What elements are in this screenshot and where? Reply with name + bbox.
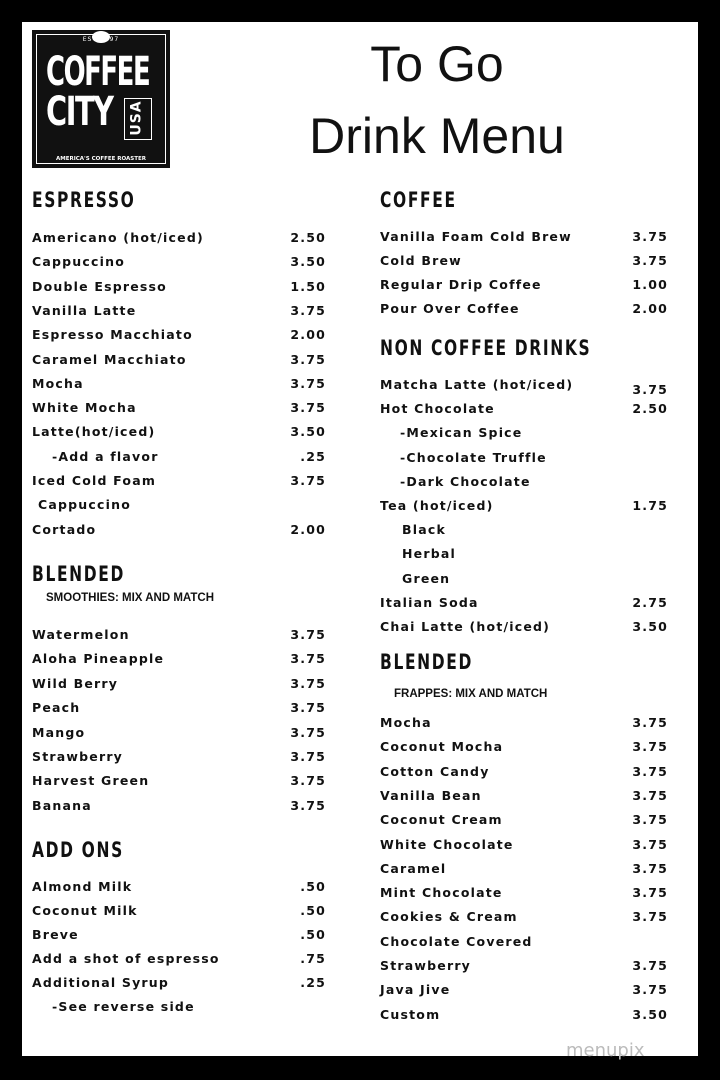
menu-item xyxy=(32,351,326,369)
item-price: 3.75 xyxy=(290,400,326,416)
item-price: 3.75 xyxy=(632,739,668,755)
item-name: Espresso Macchiato xyxy=(32,327,193,343)
menu-item xyxy=(32,650,326,668)
item-price: 1.00 xyxy=(632,277,668,292)
item-name: Vanilla Latte xyxy=(32,302,137,318)
item-name: Vanilla Bean xyxy=(380,787,482,803)
item-price: 3.50 xyxy=(632,619,668,634)
item-price: 3.75 xyxy=(632,836,668,852)
item-price: 3.75 xyxy=(290,773,326,789)
item-price: 3.75 xyxy=(290,627,326,642)
item-name: Regular Drip Coffee xyxy=(380,277,542,292)
item-price: 2.50 xyxy=(632,401,668,417)
item-price: 3.75 xyxy=(290,675,326,691)
item-price: 3.75 xyxy=(290,473,326,488)
item-price: 3.75 xyxy=(632,787,668,803)
menu-item xyxy=(380,400,668,418)
logo-usa-box xyxy=(124,98,152,140)
item-name: Mango xyxy=(32,724,86,740)
item-name: Green xyxy=(402,570,451,586)
menu-item xyxy=(380,228,668,246)
item-name: Breve xyxy=(32,927,79,942)
menu-item xyxy=(32,302,326,320)
item-name: Custom xyxy=(380,1006,441,1022)
menu-item xyxy=(32,229,326,247)
logo-est: EST 1997 xyxy=(82,36,120,43)
item-price: 3.50 xyxy=(290,424,326,440)
item-price: 3.75 xyxy=(632,860,668,876)
menu-item xyxy=(32,423,326,441)
item-name: Banana xyxy=(32,797,92,813)
menu-item xyxy=(380,787,668,805)
item-name: Cold Brew xyxy=(380,253,462,268)
menu-item xyxy=(380,1006,668,1024)
item-name: Cortado xyxy=(32,521,97,537)
item-name: White Chocolate xyxy=(380,836,514,852)
menu-item xyxy=(380,908,668,926)
item-price: 3.75 xyxy=(290,797,326,813)
menu-item xyxy=(380,957,668,975)
item-price: 3.75 xyxy=(632,958,668,973)
item-price: 3.75 xyxy=(290,302,326,318)
item-name: Pour Over Coffee xyxy=(380,301,520,316)
item-price: .25 xyxy=(300,448,326,464)
menu-item xyxy=(32,772,326,790)
coffee-heading: COFFEE xyxy=(380,188,457,212)
item-name: Herbal xyxy=(402,546,456,562)
title-line-1: To Go xyxy=(370,36,504,92)
item-price: 3.75 xyxy=(632,982,668,998)
item-name: Caramel Macchiato xyxy=(32,351,187,367)
item-name: Coconut Cream xyxy=(380,812,503,828)
coffee-city-logo xyxy=(32,30,170,168)
item-price: 3.75 xyxy=(632,382,668,397)
title-line-2: Drink Menu xyxy=(309,108,565,164)
menu-item xyxy=(32,375,326,393)
menu-item xyxy=(32,521,326,539)
menu-item xyxy=(32,472,326,490)
menu-item xyxy=(380,497,668,515)
item-name: Additional Syrup xyxy=(32,975,170,990)
item-price: .50 xyxy=(300,927,326,942)
item-name: Strawberry xyxy=(32,749,124,764)
item-price: .50 xyxy=(300,879,326,894)
item-price: 3.75 xyxy=(290,651,326,667)
item-name: Almond Milk xyxy=(32,879,133,894)
menu-item xyxy=(32,797,326,815)
logo-tagline: AMERICA'S COFFEE ROASTER xyxy=(55,156,146,162)
blended-right-heading: BLENDED xyxy=(380,650,474,674)
item-name: Chai Latte (hot/iced) xyxy=(380,619,551,634)
logo-word-city: CITY xyxy=(46,89,113,135)
item-price: .25 xyxy=(300,975,326,990)
menu-item xyxy=(380,714,668,732)
item-price: 3.50 xyxy=(632,1006,668,1022)
item-price: 3.75 xyxy=(632,909,668,925)
item-price: 2.00 xyxy=(290,521,326,537)
menu-item xyxy=(32,926,326,944)
menu-sheet xyxy=(22,22,698,1056)
frappes-subheading: FRAPPES: MIX AND MATCH xyxy=(394,688,548,700)
menu-item xyxy=(380,811,668,829)
menu-item xyxy=(32,699,326,717)
item-price: 3.75 xyxy=(632,253,668,268)
menu-item xyxy=(32,626,326,644)
menu-item xyxy=(380,933,668,951)
noncoffee-heading: NON COFFEE DRINKS xyxy=(380,336,592,360)
item-name: Java Jive xyxy=(380,982,451,998)
item-price: 3.75 xyxy=(632,885,668,901)
item-price: 3.75 xyxy=(290,724,326,740)
item-name: Iced Cold Foam xyxy=(32,473,157,488)
menu-item xyxy=(380,521,668,539)
item-price: 2.50 xyxy=(290,230,326,245)
item-name: -Chocolate Truffle xyxy=(400,449,547,465)
item-name: Mint Chocolate xyxy=(380,885,503,901)
item-name: Black xyxy=(402,522,446,538)
menu-item xyxy=(380,860,668,878)
item-price: .75 xyxy=(300,951,326,966)
menu-item xyxy=(32,496,326,514)
item-name: Vanilla Foam Cold Brew xyxy=(380,229,572,244)
item-name: Wild Berry xyxy=(32,675,119,691)
menu-item xyxy=(380,276,668,294)
logo-usa: USA xyxy=(128,100,145,136)
item-price: 3.75 xyxy=(290,351,326,367)
menu-item xyxy=(32,974,326,992)
menu-item xyxy=(380,252,668,270)
item-name: Mocha xyxy=(32,375,84,391)
item-name: -Mexican Spice xyxy=(400,425,523,441)
menu-item xyxy=(380,836,668,854)
item-name: Tea (hot/iced) xyxy=(380,498,494,513)
item-name: Watermelon xyxy=(32,627,130,642)
item-price: 3.75 xyxy=(632,715,668,730)
item-name: Coconut Mocha xyxy=(380,739,504,755)
item-name: Mocha xyxy=(380,715,432,730)
menu-item xyxy=(380,300,668,318)
menu-item xyxy=(32,748,326,766)
item-name: Peach xyxy=(32,700,81,716)
menu-item xyxy=(380,594,668,612)
item-name: Hot Chocolate xyxy=(380,401,495,417)
item-price: 3.75 xyxy=(632,812,668,828)
item-name: Matcha Latte (hot/iced) xyxy=(380,377,574,392)
menu-item xyxy=(32,902,326,920)
item-name: Cappuccino xyxy=(32,254,125,270)
item-name: Add a shot of espresso xyxy=(32,951,220,966)
item-price: 1.75 xyxy=(632,498,668,513)
menu-item xyxy=(380,738,668,756)
menu-item xyxy=(380,376,668,397)
menu-item xyxy=(32,998,326,1016)
menu-item xyxy=(32,326,326,344)
menu-item xyxy=(380,449,668,467)
watermark: menupix xyxy=(566,1040,645,1061)
menu-item xyxy=(380,424,668,442)
menu-item xyxy=(380,473,668,491)
item-name: Latte(hot/iced) xyxy=(32,424,156,440)
menu-item xyxy=(32,878,326,896)
menu-item xyxy=(32,950,326,968)
item-name: Strawberry xyxy=(380,958,472,973)
item-price: 2.00 xyxy=(632,301,668,316)
menu-item xyxy=(380,545,668,563)
item-name: -See reverse side xyxy=(52,999,195,1014)
item-name: Cotton Candy xyxy=(380,763,490,779)
menu-item xyxy=(32,253,326,271)
item-name: Italian Soda xyxy=(380,594,479,610)
item-price: 3.75 xyxy=(290,749,326,764)
item-price: 2.00 xyxy=(290,327,326,343)
menu-item xyxy=(380,570,668,588)
menu-item xyxy=(32,675,326,693)
logo-word-coffee: COFFEE xyxy=(46,49,150,95)
menu-item xyxy=(32,448,326,466)
item-name: White Mocha xyxy=(32,400,137,416)
item-price: 3.75 xyxy=(290,700,326,716)
item-name: Cappuccino xyxy=(38,497,131,513)
item-price: 2.75 xyxy=(632,594,668,610)
item-price: 3.50 xyxy=(290,254,326,270)
blended-left-heading: BLENDED xyxy=(32,562,126,586)
menu-item xyxy=(32,399,326,417)
item-name: Harvest Green xyxy=(32,773,150,789)
item-price: .50 xyxy=(300,903,326,918)
smoothies-subheading: SMOOTHIES: MIX AND MATCH xyxy=(46,592,215,604)
menu-item xyxy=(380,763,668,781)
item-price: 3.75 xyxy=(632,763,668,779)
item-name: -Dark Chocolate xyxy=(400,473,531,489)
item-name: Caramel xyxy=(380,860,447,876)
menu-item xyxy=(32,724,326,742)
menu-item xyxy=(380,884,668,902)
menu-item xyxy=(380,981,668,999)
item-name: Coconut Milk xyxy=(32,903,138,918)
item-name: Chocolate Covered xyxy=(380,933,533,949)
item-price: 3.75 xyxy=(290,375,326,391)
espresso-heading: ESPRESSO xyxy=(32,188,136,212)
item-name: Americano (hot/iced) xyxy=(32,230,204,245)
menu-item xyxy=(380,618,668,636)
item-name: -Add a flavor xyxy=(52,448,159,464)
item-name: Aloha Pineapple xyxy=(32,651,165,667)
item-name: Double Espresso xyxy=(32,278,167,294)
item-name: Cookies & Cream xyxy=(380,909,518,925)
menu-item xyxy=(32,278,326,296)
item-price: 3.75 xyxy=(632,229,668,244)
item-price: 1.50 xyxy=(290,278,326,294)
addons-heading: ADD ONS xyxy=(32,838,124,862)
